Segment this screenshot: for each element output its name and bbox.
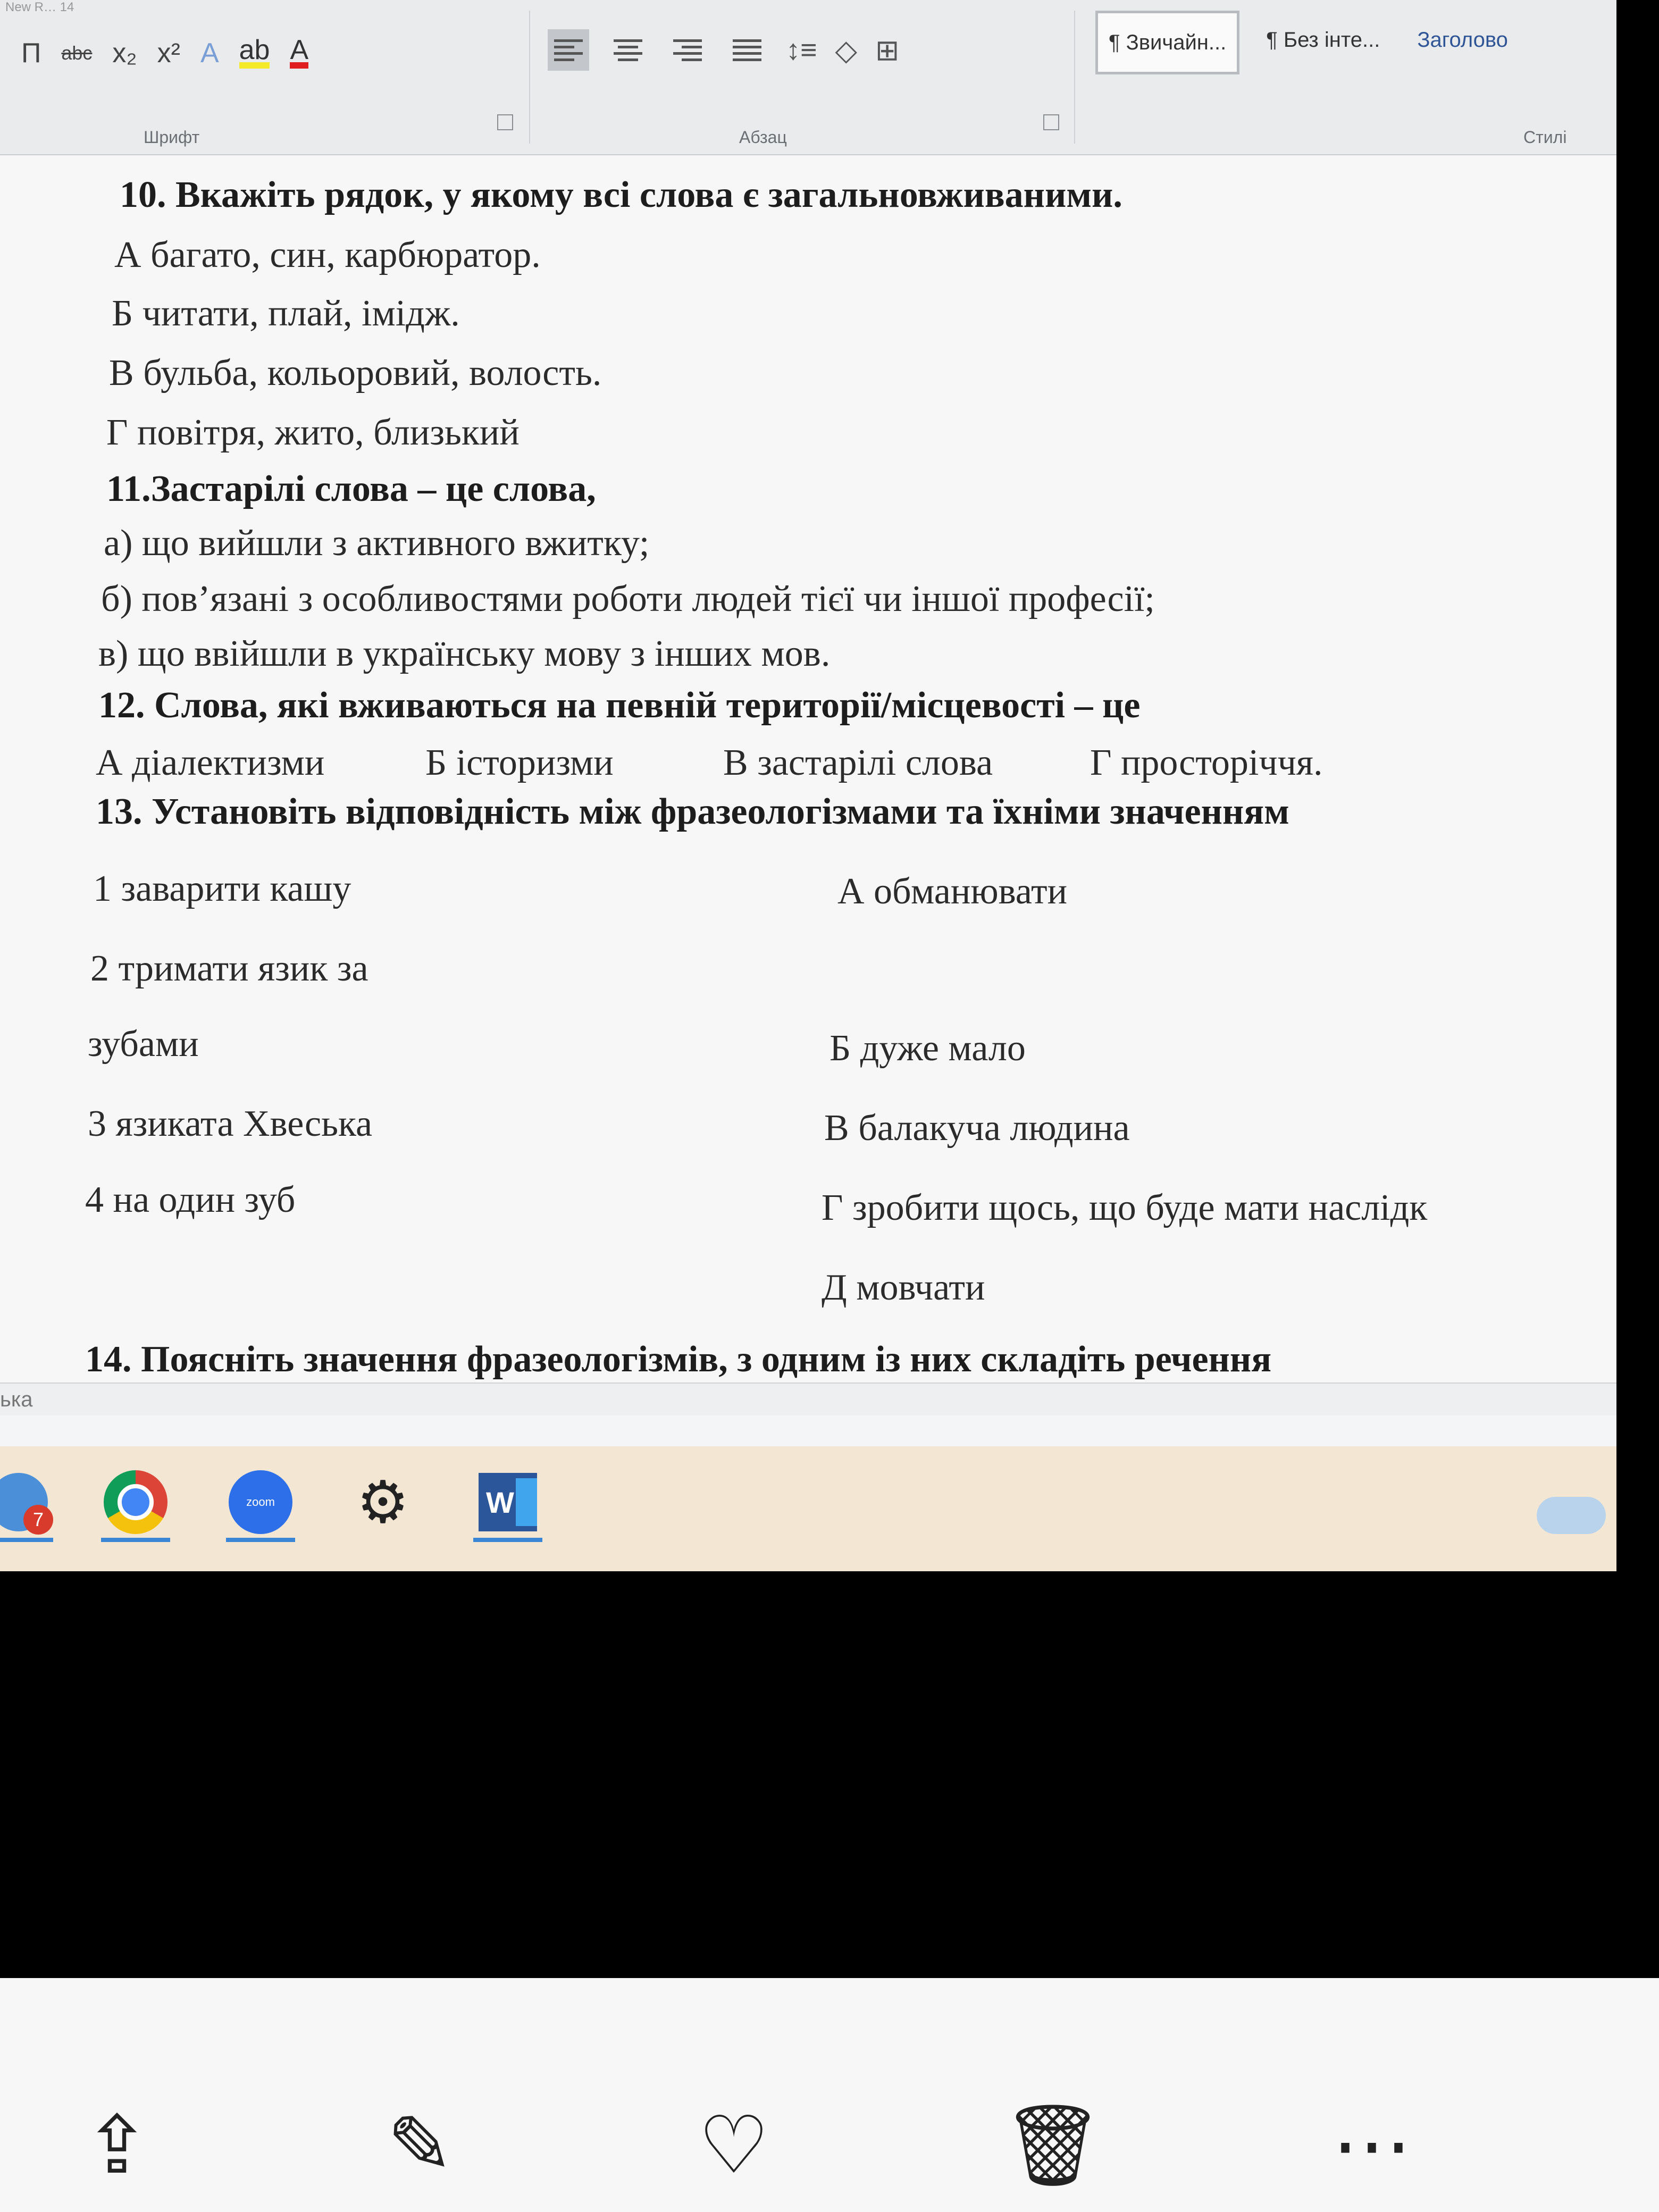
more-icon[interactable]: ⋯ bbox=[1332, 2099, 1412, 2192]
meaning-c: В балакуча людина bbox=[824, 1108, 1130, 1149]
option-12-c: В застарілі слова bbox=[723, 742, 993, 783]
align-center-button[interactable] bbox=[607, 29, 649, 71]
meaning-d: Г зробити щось, що буде мати наслідк bbox=[822, 1187, 1428, 1228]
font-toolbar bbox=[21, 37, 308, 69]
phrase-3: 3 язиката Хвеська bbox=[88, 1103, 373, 1144]
shading-icon[interactable]: ◇ bbox=[835, 34, 858, 66]
question-10: 10. Вкажіть рядок, у якому всі слова є загальновживаними. bbox=[120, 174, 1122, 215]
taskbar bbox=[0, 1446, 1616, 1571]
question-11: 11.Застарілі слова – це слова, bbox=[106, 468, 596, 509]
style-normal[interactable]: ¶ Звичайн... bbox=[1095, 11, 1239, 74]
styles-group-label: Стилі bbox=[1523, 128, 1567, 147]
question-14-partial: 14. Поясніть значення фразеологізмів, з одним із них складіть речення bbox=[85, 1339, 1272, 1380]
option-11-b: б) пов’язані з особливостями роботи людей тієї чи іншої професії; bbox=[101, 579, 1155, 619]
question-12: 12. Слова, які вживаються на певній території/місцевості – це bbox=[98, 685, 1141, 726]
ribbon bbox=[0, 0, 1616, 155]
zoom-icon: zoom bbox=[229, 1470, 292, 1534]
taskbar-chat-app[interactable] bbox=[0, 1462, 58, 1542]
phrase-2: 2 тримати язик за bbox=[90, 948, 368, 989]
meaning-e: Д мовчати bbox=[822, 1267, 985, 1308]
borders-icon[interactable]: ⊞ bbox=[875, 34, 900, 66]
meaning-b: Б дуже мало bbox=[830, 1028, 1026, 1069]
notification-badge: 7 bbox=[23, 1505, 53, 1535]
option-12-b: Б історизми bbox=[425, 742, 614, 783]
cloud-icon[interactable] bbox=[1537, 1497, 1606, 1534]
line-spacing-icon[interactable]: ↕≡ bbox=[786, 34, 817, 66]
style-no-spacing[interactable]: ¶ Без інте... bbox=[1266, 28, 1380, 52]
settings-icon: ⚙ bbox=[356, 1468, 409, 1536]
ribbon-top-hint: New R… 14 bbox=[5, 0, 74, 14]
active-indicator bbox=[0, 1538, 53, 1542]
status-bar bbox=[0, 1382, 1616, 1415]
option-10-c: В бульба, кольоровий, волость. bbox=[109, 353, 602, 393]
share-icon[interactable]: ⇪ bbox=[83, 2099, 150, 2192]
heart-icon[interactable]: ♡ bbox=[698, 2099, 770, 2192]
font-group-label: Шрифт bbox=[144, 128, 200, 147]
option-11-a: а) що вийшли з активного вжитку; bbox=[104, 523, 650, 564]
justify-button[interactable] bbox=[726, 29, 768, 71]
option-10-b: Б читати, плай, імідж. bbox=[112, 293, 460, 334]
paragraph-group-label: Абзац bbox=[739, 128, 787, 147]
active-indicator bbox=[101, 1538, 170, 1542]
active-indicator bbox=[226, 1538, 295, 1542]
font-dialog-launcher-icon[interactable] bbox=[497, 114, 513, 130]
language-indicator[interactable]: ька bbox=[0, 1388, 33, 1411]
taskbar-chrome[interactable] bbox=[96, 1462, 175, 1542]
active-indicator bbox=[473, 1538, 542, 1542]
phone-toolbar bbox=[0, 1978, 1659, 2212]
option-12-a: А діалектизми bbox=[96, 742, 325, 783]
taskbar-word[interactable] bbox=[468, 1462, 548, 1542]
chat-app-icon bbox=[0, 1473, 48, 1531]
underline-button[interactable]: П bbox=[21, 38, 41, 69]
paragraph-dialog-launcher-icon[interactable] bbox=[1043, 114, 1059, 130]
phrase-1: 1 заварити кашу bbox=[93, 868, 351, 909]
subscript-button[interactable]: x₂ bbox=[112, 38, 137, 69]
word-icon: W bbox=[479, 1473, 537, 1531]
taskbar-settings[interactable] bbox=[343, 1462, 423, 1542]
text-effects-button[interactable]: A bbox=[200, 38, 219, 69]
align-left-button[interactable] bbox=[548, 29, 589, 71]
style-heading[interactable]: Заголово bbox=[1417, 28, 1508, 52]
document-page[interactable] bbox=[0, 155, 1616, 1384]
styles-gallery bbox=[1095, 11, 1519, 74]
option-11-c: в) що ввійшли в українську мову з інших мов. bbox=[98, 633, 831, 674]
chrome-icon bbox=[104, 1470, 167, 1534]
superscript-button[interactable]: x² bbox=[157, 38, 180, 69]
option-12-d: Г просторіччя. bbox=[1090, 742, 1323, 783]
strikethrough-button[interactable]: abc bbox=[61, 42, 93, 64]
trash-icon[interactable]: 🗑 bbox=[1002, 2099, 1104, 2192]
meaning-a: А обманювати bbox=[837, 871, 1068, 912]
edit-icon[interactable]: ✎ bbox=[387, 2099, 454, 2192]
paragraph-toolbar bbox=[548, 29, 899, 71]
ribbon-separator bbox=[1074, 11, 1075, 144]
phrase-2-cont: зубами bbox=[88, 1024, 199, 1065]
phrase-4: 4 на один зуб bbox=[85, 1179, 296, 1220]
question-13: 13. Установіть відповідність між фразеологізмами та їхніми значенням bbox=[96, 791, 1289, 832]
option-10-d: Г повітря, жито, близький bbox=[106, 412, 520, 453]
ribbon-separator bbox=[529, 11, 530, 144]
option-10-a: А багато, син, карбюратор. bbox=[114, 234, 541, 275]
font-color-button[interactable]: A bbox=[290, 38, 308, 69]
align-right-button[interactable] bbox=[667, 29, 708, 71]
highlight-color-button[interactable]: ab bbox=[239, 38, 270, 69]
taskbar-zoom[interactable] bbox=[221, 1462, 300, 1542]
